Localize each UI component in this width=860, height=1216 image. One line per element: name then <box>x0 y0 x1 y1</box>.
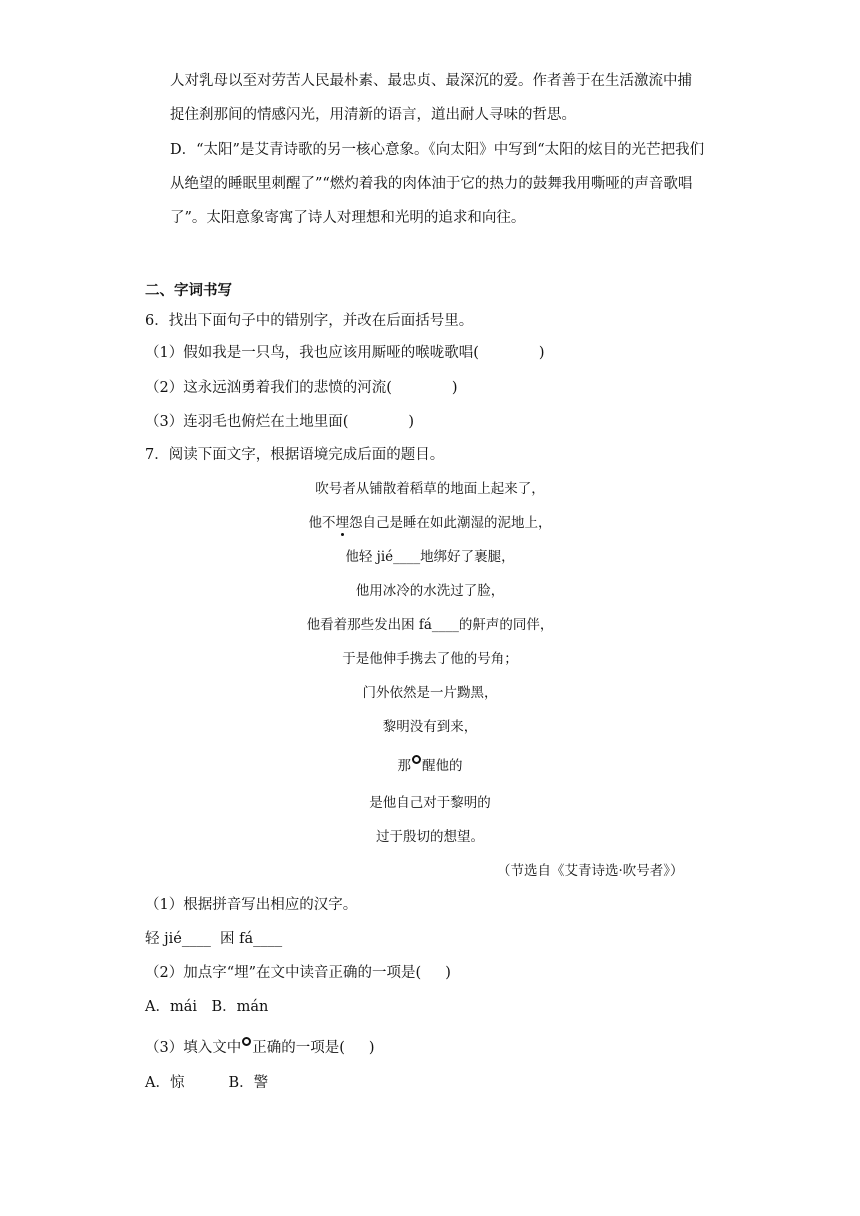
poem-source: （节选自《艾青诗选·吹号者》） <box>497 863 684 879</box>
question-7-stem: 7．阅读下面文字，根据语境完成后面的题目。 <box>145 447 445 463</box>
section-title: 二、字词书写 <box>145 282 232 299</box>
poem-text: 他看着那些发出困 fá <box>306 617 432 633</box>
item-text: （2）这永远汹勇着我们的悲愤的河流( <box>145 380 392 396</box>
underline-blank[interactable]: ____ <box>181 931 211 947</box>
poem-line <box>0 513 860 533</box>
subquestion-3-options <box>145 1073 268 1093</box>
poem-text: 怨自己是睡在如此潮湿的泥地上， <box>349 515 552 531</box>
circle-blank-icon <box>412 755 421 764</box>
answer-label: 困 fá <box>220 931 254 947</box>
dotted-character: 埋 <box>335 515 349 531</box>
paren-close: ) <box>451 380 458 396</box>
poem-line: 过于殷切的想望。 <box>376 829 484 845</box>
subquestion-text: （2）加点字“埋”在文中读音正确的一项是( <box>145 965 422 981</box>
poem-text: 地绑好了裹腿， <box>420 549 515 565</box>
question-6-item-2 <box>145 378 458 398</box>
subquestion-text: 正确的一项是( <box>252 1040 345 1056</box>
underline-blank[interactable]: ____ <box>431 617 459 633</box>
question-6-stem: 6．找出下面句子中的错别字，并改在后面括号里。 <box>145 313 474 329</box>
paragraph-line: 人对乳母以至对劳苦人民最朴素、最忠贞、最深沉的爱。作者善于在生活激流中捕 <box>170 73 692 89</box>
poem-text: 那 <box>397 758 411 774</box>
question-6-item-1 <box>145 343 545 363</box>
poem-text: 醒他的 <box>422 758 463 774</box>
option-d-line: 了”。太阳意象寄寓了诗人对理想和光明的追求和向往。 <box>170 210 526 226</box>
poem-text: 他轻 jié <box>345 549 394 565</box>
poem-line: 他用冰冷的水洗过了脸， <box>355 583 505 599</box>
subquestion-3 <box>145 1037 375 1058</box>
paren-close: ) <box>538 345 545 361</box>
subquestion-text: （3）填入文中 <box>145 1040 242 1056</box>
option-a[interactable]: A．惊 <box>145 1075 185 1091</box>
subquestion-2 <box>145 963 451 983</box>
underline-blank[interactable]: ____ <box>393 549 421 565</box>
poem-line: 是他自己对于黎明的 <box>369 795 491 811</box>
option-d: D．“太阳”是艾青诗歌的另一核心意象。《向太阳》中写到“太阳的炫目的光芒把我们 <box>170 142 705 158</box>
option-d-line: 从绝望的睡眠里刺醒了”“燃灼着我的肉体油于它的热力的鼓舞我用嘶哑的声音歌唱 <box>170 176 693 192</box>
poem-line: 吹号者从铺散着稻草的地面上起来了， <box>315 481 545 497</box>
subquestion-1-answers <box>145 929 282 949</box>
subquestion-1: （1）根据拼音写出相应的汉字。 <box>145 897 358 913</box>
circle-blank-icon <box>242 1037 251 1046</box>
answer-label: 轻 jié <box>145 931 182 947</box>
paren-close: ) <box>368 1040 375 1056</box>
poem-line <box>0 547 860 567</box>
question-6-item-3 <box>145 412 414 432</box>
poem-line <box>0 615 860 635</box>
poem-text: 他不 <box>308 515 336 531</box>
poem-line: 黎明没有到来， <box>382 719 478 735</box>
item-text: （3）连羽毛也俯烂在土地里面( <box>145 414 349 430</box>
poem-line: 于是他伸手携去了他的号角； <box>342 651 518 667</box>
underline-blank[interactable]: ____ <box>253 931 283 947</box>
paren-close: ) <box>445 965 451 981</box>
poem-line: 门外依然是一片黝黑， <box>362 685 498 701</box>
option-b[interactable]: B．警 <box>228 1075 269 1091</box>
paragraph-line: 捉住刹那间的情感闪光，用清新的语言，道出耐人寻味的哲思。 <box>170 107 576 123</box>
item-text: （1）假如我是一只鸟，我也应该用厮哑的喉咙歌唱( <box>145 345 479 361</box>
subquestion-2-options[interactable]: A．mái B．mán <box>145 999 269 1015</box>
paren-close: ) <box>408 414 415 430</box>
poem-line <box>0 755 860 776</box>
poem-text: 的鼾声的同伴， <box>458 617 554 633</box>
